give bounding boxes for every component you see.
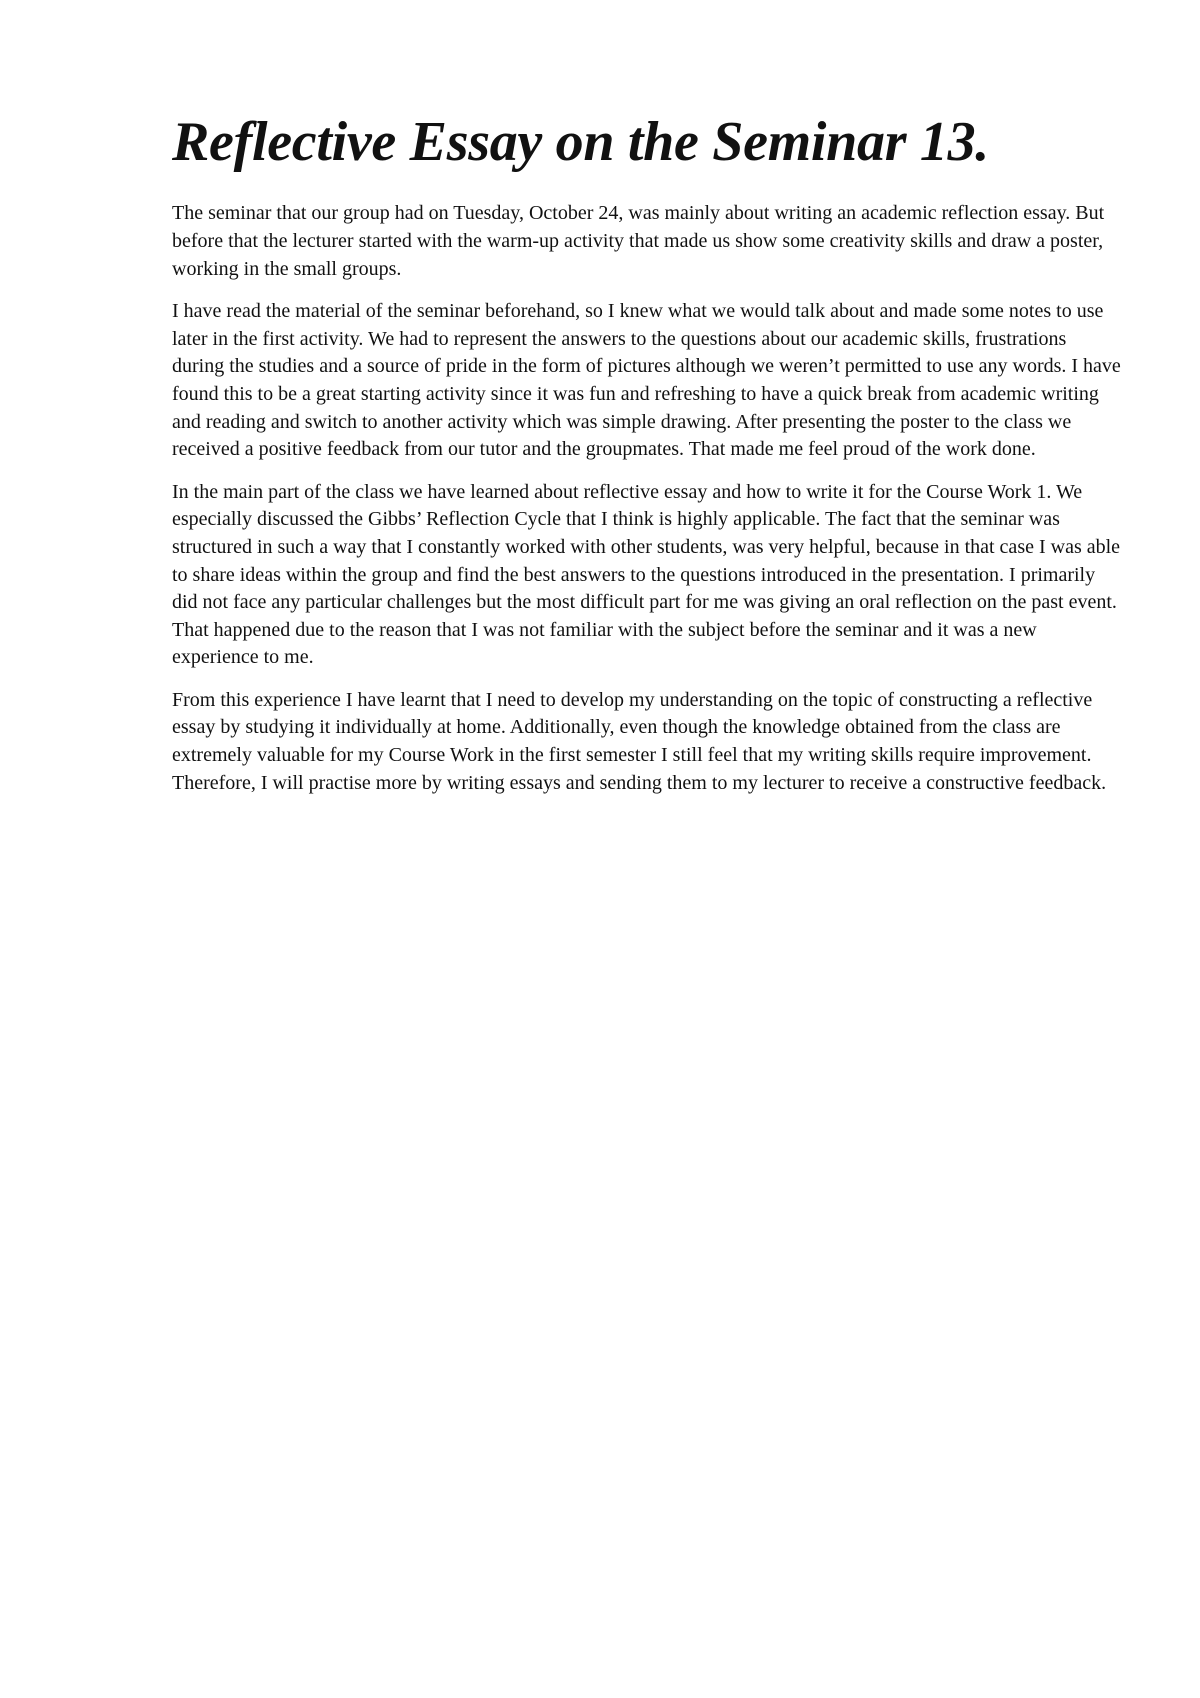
paragraph-main-part: In the main part of the class we have learned about reflective essay and how to write it for the Course Work 1. We especially discussed the Gibbs’ Reflection Cycle that I think is highly applicable. The fact that the seminar was structured in such a way that I constantly worked with other students, was very helpful, because in that case I was able to share ideas within the group and find the best answers to the questions introduced in the presentation. I primarily did not face any particular challenges but the most difficult part for me was giving an oral reflection on the past event. That happened due to the reason that I was not familiar with the subject before the seminar and it was a new experience to me.: [172, 480, 1121, 669]
document-body: [172, 110, 1122, 812]
paragraph-conclusion: From this experience I have learnt that I need to develop my understanding on the topic of constructing a reflective essay by studying it individually at home. Additionally, even though the knowledge obtained from the class are extremely valuable for my Course Work in the first semester I still feel that my writing skills require improvement. Therefore, I will practise more by writing essays and sending them to my lecturer to receive a constructive feedback.: [172, 688, 1107, 794]
document-title: Reflective Essay on the Seminar 13.: [172, 111, 990, 173]
paragraph-intro: The seminar that our group had on Tuesday, October 24, was mainly about writing an academic reflection essay. But before that the lecturer started with the warm-up activity that made us show some creativity skills and draw a poster, working in the small groups.: [172, 202, 1105, 280]
paragraph-first-activity: I have read the material of the seminar beforehand, so I knew what we would talk about and made some notes to use later in the first activity. We had to represent the answers to the questions about our academic skills, frustrations during the studies and a source of pride in the form of pictures although we weren’t permitted to use any words. I have found this to be a great starting activity since it was fun and refreshing to have a quick break from academic writing and reading and switch to another activity which was simple drawing. After presenting the poster to the class we received a positive feedback from our tutor and the groupmates. That made me feel proud of the work done.: [172, 300, 1121, 461]
